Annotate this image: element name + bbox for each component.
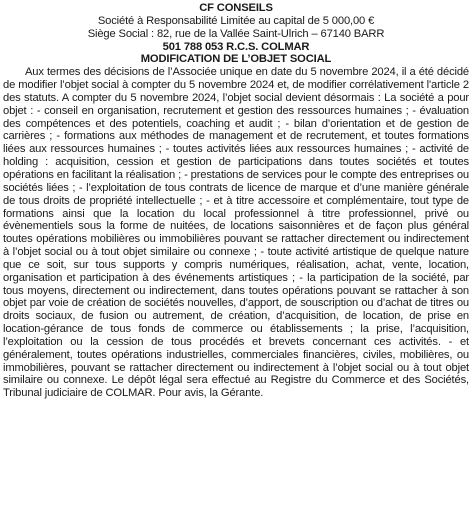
legal-notice [3, 2, 469, 400]
company-name: CF CONSEILS [199, 2, 273, 14]
notice-body: Aux termes des décisions de l’Associée unique en date du 5 novembre 2024, il a été décidé de modifier l’objet social à compter du 5 novembre 2024 et, de modifier corrélativement l'article 2 des statuts. A compter du 5 novembre 2024, l’objet social devient désormais : La société a pour objet : - conseil en organisation, recrutement et gestion des ressources humaines ; - évaluation des compétences et des potentiels, coaching et audit ; - bilan d’orientation et de gestion de carrières ; - formations aux méthodes de management et de recrutement, et toutes formations liées aux ressources humaines ; - toutes activités liées aux ressources humaines ; - activité de holding : acquisition, cession et gestion de participations dans toutes sociétés et toutes opérations en facilitant la réalisation ; - prestations de services pour le compte des entreprises ou sociétés liées ; - l’exploitation de tous contrats de licence de marque et d’une manière générale de tous droits de propriété intellectuelle ; - et à titre accessoire et complémentaire, tout type de formations ainsi que la location du local professionnel à titre professionnel, privé ou évènementiels sous la forme de nuitées, de locations saisonnières et de façon plus général toutes opérations mobilières ou immobilières pouvant se rattacher directement ou indirectement à l’objet social ou à tout objet similaire ou connexe ; - toute activité artistique de quelque nature que ce soit, sur tous supports y compris numériques, réalisation, achat, vente, location, organisation et participation à des événements artistiques ; - la participation de la société, par tous moyens, directement ou indirectement, dans toutes opérations pouvant se rattacher à son objet par voie de création de sociétés nouvelles, d’apport, de souscription ou d’achat de titres ou droits sociaux, de fusion ou autrement, de création, d’acquisition, de location, de prise en location-gérance de tous fonds de commerce ou établissements ; la prise, l’acquisition, l’exploitation ou la cession de tous procédés et brevets concernant ces activités. - et généralement, toutes opérations industrielles, commerciales financières, civiles, mobilières, ou immobilières, pouvant se rattacher directement ou indirectement à l’objet social ou à tout objet similaire ou connexe. Le dépôt légal sera effectué au Registre du Commerce et des Sociétés, Tribunal judiciaire de COLMAR. Pour avis, la Gérante. [3, 66, 469, 400]
registered-office: Siège Social : 82, rue de la Vallée Saint-Ulrich – 67140 BARR [87, 27, 385, 40]
registration-number: 501 788 053 R.C.S. COLMAR [162, 40, 310, 53]
notice-heading: MODIFICATION DE L’OBJET SOCIAL [140, 53, 332, 66]
legal-form: Société à Responsabilité Limitée au capital de 5 000,00 € [97, 14, 375, 27]
